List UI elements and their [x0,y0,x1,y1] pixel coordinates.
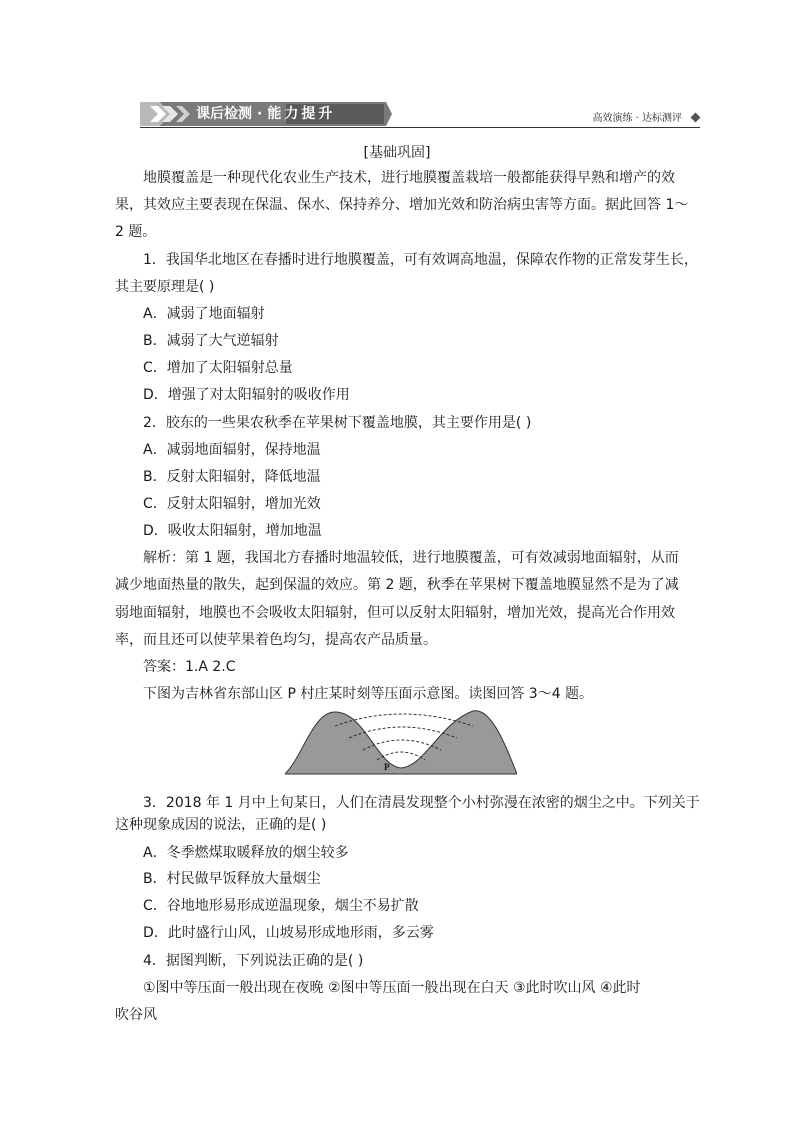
question-3-stem: 3．2018 年 1 月中上旬某日，人们在清晨发现整个小村弥漫在浓密的烟尘之中。下列关于 [143,795,700,811]
question-3-option: D．此时盛行山风，山坡易形成地形雨，多云雾 [143,925,434,941]
figure-intro: 下图为吉林省东部山区 P 村庄某时刻等压面示意图。读图回答 3～4 题。 [143,686,594,702]
question-2-option: A．减弱地面辐射，保持地温 [143,442,321,458]
question-3-option: B．村民做早饭释放大量烟尘 [143,871,321,887]
question-4-statements: ①图中等压面一般出现在夜晚 ②图中等压面一般出现在白天 ③此时吹山风 ④此时 [143,980,641,996]
question-1-option: C．增加了太阳辐射总量 [143,360,293,376]
question-2-option: C．反射太阳辐射，增加光效 [143,496,321,512]
question-1-option: B．减弱了大气逆辐射 [143,333,279,349]
section-title: [基础巩固] [363,145,431,161]
intro-line: 2 题。 [115,224,157,240]
question-1-option: A．减弱了地面辐射 [143,306,265,322]
question-3-stem: 这种现象成因的说法，正确的是( ) [115,817,327,833]
banner-title-part1: 课后检测 [196,106,252,122]
isobar-valley-diagram [285,708,517,780]
analysis-line: 率，而且还可以使苹果着色均匀，提高农产品质量。 [115,632,437,648]
question-1-stem: 1．我国华北地区在春播时进行地膜覆盖，可有效调高地温，保障农作物的正常发芽生长， [143,252,698,268]
question-1-option: D．增强了对太阳辐射的吸收作用 [143,387,350,403]
header-banner-title [196,104,335,124]
valley-terrain [285,711,517,774]
analysis-line: 弱地面辐射，地膜也不会吸收太阳辐射，但可以反射太阳辐射，增加光效，提高光合作用效 [115,605,675,621]
banner-title-part2: 能力提升 [267,106,336,122]
analysis-line: 减少地面热量的散失，起到保温的效应。第 2 题，秋季在苹果树下覆盖地膜显然不是为了减 [115,577,679,593]
question-4-stem: 4．据图判断，下列说法正确的是( ) [143,953,364,969]
question-2-option: B．反射太阳辐射，降低地温 [143,469,321,485]
village-p-label: P [384,762,390,772]
header-right-text: 高效演练 · 达标测评 [592,113,682,124]
question-1-stem: 其主要原理是( ) [115,279,215,295]
question-3-option: C．谷地地形易形成逆温现象，烟尘不易扩散 [143,898,419,914]
analysis-line: 解析：第 1 题，我国北方春播时地温较低，进行地膜覆盖，可有效减弱地面辐射，从而 [143,550,679,566]
answer-line: 答案：1.A 2.C [143,659,236,675]
question-2-option: D．吸收太阳辐射，增加地温 [143,523,322,539]
diamond-icon [691,113,701,123]
intro-line: 地膜覆盖是一种现代化农业生产技术，进行地膜覆盖栽培一般都能获得早熟和增产的效 [143,170,675,186]
intro-line: 果，其效应主要表现在保温、保水、保持养分、增加光效和防治病虫害等方面。据此回答 1～ [115,197,689,213]
banner-separator: · [257,106,263,122]
question-2-stem: 2．胶东的一些果农秋季在苹果树下覆盖地膜，其主要作用是( ) [143,415,532,431]
question-3-option: A．冬季燃煤取暖释放的烟尘较多 [143,845,349,861]
header-divider [140,127,700,128]
question-4-statements: 吹谷风 [115,1007,157,1023]
